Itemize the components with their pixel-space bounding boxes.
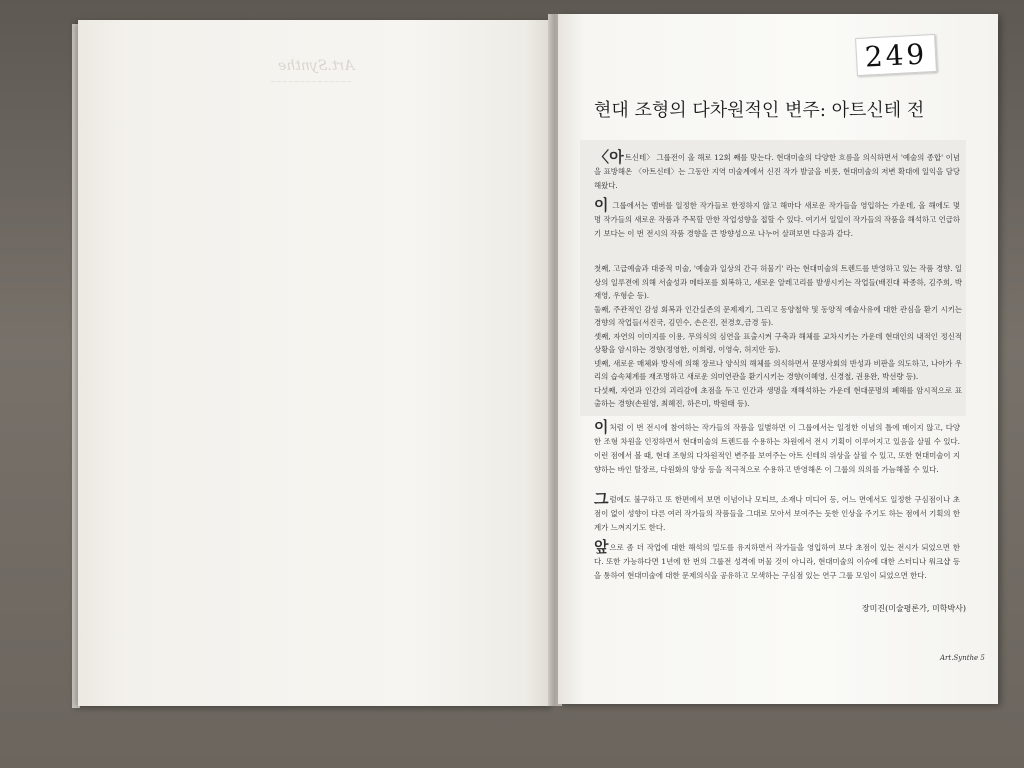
list-item: 셋째, 자연의 이미지를 이용, 무의식의 심연을 표출시켜 구축과 해체를 교차시키는 가운데 현대인의 내적인 정신적 상황을 암시하는 경향(정영한, 이희령, 이영숙, 허지안 등). <box>594 331 962 354</box>
paragraph-text: 트신테〉 그룹전이 올 해로 12회 째를 맞는다. 현대미술의 다양한 흐름을 의식하면서 '예술의 종합' 이념을 표방해온 〈아트신테〉는 그동안 지역 미술계에서 신진 작가 발굴을 비롯, 현대미술의 저변 확대에 일익을 담당해왔다. <box>594 153 960 190</box>
paragraph-text: 처럼 이 번 전시에 참여하는 작가들의 작품을 일별하면 이 그룹에서는 일정한 이념의 틀에 매이지 않고, 다양한 조형 차원을 인정하면서 현대미술의 트렌드를 수용하는 차원에서 전시 기획이 이루어지고 있음을 살필 수 있다. 이런 점에서 볼 때, 현대 조형의 다차원적인 변주를 보여주는 아트 신테의 위상을 살필 수 있고, 또한 현대미술이 지향하는 바인 탈장르, 다원화의 양상 등을 적극적으로 수용하고 반영해온 이 그룹의 의의를 가늠해볼 수 있다. <box>594 423 960 474</box>
drop-cap: 이 <box>594 418 609 436</box>
page-number-sticker: 249 <box>855 34 937 76</box>
author-credit: 장미진(미술평론가, 미학박사) <box>861 604 966 613</box>
page-folio: Art.Synthe 5 <box>940 654 985 662</box>
drop-cap: 〈아 <box>594 148 624 166</box>
list-item: 둘째, 주관적인 감성 회복과 인간실존의 문제제기, 그리고 동양철학 및 동양적 예술사유에 대한 관심을 환기 시키는 경향의 작업들(서진국, 김민수, 손은진, 전경호,금경 등). <box>594 304 962 327</box>
article-title: 현대 조형의 다차원적인 변주: 아트신테 전 <box>594 100 925 121</box>
list-item: 다섯째, 자연과 인간의 괴리감에 초점을 두고 인간과 생명을 재해석하는 가운데 현대문명의 폐해를 암시적으로 표출하는 경향(손원영, 최혜진, 하은미, 박원태 등). <box>594 385 962 408</box>
paragraph-text: 그룹에서는 멤버를 일정한 작가들로 한정하지 않고 해마다 새로운 작가들을 영입하는 가운데, 올 해에도 몇 명 작가들의 새로운 작품과 주목할 만한 작업성향을 접할 수 있다. 여기서 일일이 작가들의 작품을 해석하고 언급하기 보다는 이 번 전시의 작품 경향을 큰 방향성으로 나누어 살펴보면 다음과 같다. <box>594 201 961 238</box>
paragraph-1 <box>594 150 960 193</box>
trend-list <box>594 262 962 411</box>
paragraph-5 <box>594 540 960 583</box>
left-page <box>78 20 554 706</box>
drop-cap: 앞 <box>594 538 609 556</box>
show-through-logo: Art.Synthe <box>278 58 355 74</box>
paragraph-3 <box>594 420 960 477</box>
drop-cap: 그 <box>594 490 609 508</box>
paragraph-2 <box>594 198 960 241</box>
list-item: 첫째, 고급예술과 대중적 미술, '예술과 일상의 간극 허물기' 라는 현대미술의 트렌드를 반영하고 있는 작품 경향. 일상의 일루젼에 의해 서술성과 메타포를 회복하고, 새로운 알레고리를 발생시키는 작업들(배진대 곽종하, 김주희, 박재영, 우형순 등). <box>594 264 962 300</box>
paragraph-text: 으로 좀 더 작업에 대한 해석의 밀도를 유지하면서 작가들을 영입하여 보다 초점이 있는 전시가 되었으면 한다. 또한 가능하다면 1년에 한 번의 그룹전 성격에 머물 것이 아니라, 현대미술의 이슈에 대한 스터디나 워크샵 등을 통하여 현대미술에 대한 문제의식을 공유하고 모색하는 구심점 있는 연구 그룹 모임이 되었으면 한다. <box>594 543 960 580</box>
paragraph-text: 럼에도 불구하고 또 한편에서 보면 이념이나 모티브, 소재나 미디어 등, 어느 면에서도 일정한 구심점이나 초점이 없이 성향이 다른 여러 작가들의 작품들을 그대로 모아서 보여주는 듯한 인상을 주기도 하는 점에서 기획의 한계가 느껴지기도 한다. <box>594 495 961 532</box>
drop-cap: 이 <box>594 196 609 214</box>
paragraph-4 <box>594 492 960 535</box>
list-item: 넷째, 새로운 매체와 방식에 의해 장르나 양식의 해체를 의식하면서 문명사회의 반성과 비판을 의도하고, 나아가 우리의 습속체계를 재조명하고 새로운 의미연관을 환기시키는 경향(이혜영, 신경철, 권용완, 박선량 등). <box>594 358 962 381</box>
show-through-text: ~~~~~~~~~~~~~~ <box>270 78 353 86</box>
